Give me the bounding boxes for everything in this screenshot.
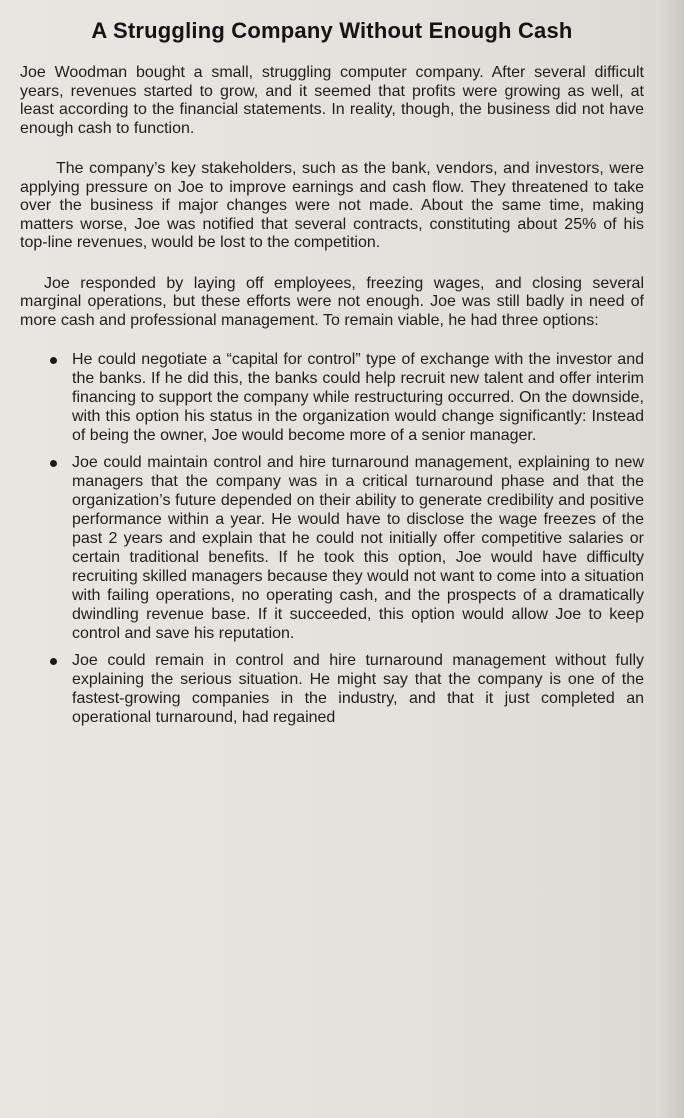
paragraph-3: Joe responded by laying off employees, freezing wages, and closing several marginal operations, but these efforts were not enough. Joe was still badly in need of more cash and professional management. To remain viable, he had three options: — [20, 274, 644, 329]
option-item-3 — [72, 651, 644, 727]
bullet-icon — [50, 658, 57, 665]
options-list — [20, 350, 644, 727]
paragraph-2: The company’s key stakeholders, such as the bank, vendors, and investors, were applying pressure on Joe to improve earnings and cash flow. They threatened to take over the business if major changes were not made. About the same time, making matters worse, Joe was notified that several contracts, constituting about 25% of his top-line revenues, would be lost to the competition. — [20, 160, 644, 251]
option-text-3: Joe could remain in control and hire turnaround management without fully explaining the serious situation. He might say that the company is one of the fastest-growing companies in the industry, and that it just completed an operational turnaround, had regained — [72, 652, 644, 726]
section-title: A Struggling Company Without Enough Cash — [91, 18, 573, 43]
bullet-icon — [50, 357, 57, 364]
bullet-icon — [50, 460, 57, 467]
option-item-1 — [72, 350, 644, 445]
paragraph-1: Joe Woodman bought a small, struggling computer company. After several difficult years, revenues started to grow, and it seemed that profits were growing as well, at least according to the financial statements. In reality, though, the business did not have enough cash to function. — [20, 64, 644, 137]
option-text-2: Joe could maintain control and hire turnaround management, explaining to new managers that the company was in a critical turnaround phase and that the organization’s future depended on their ability to generate credibility and positive performance within a year. He would have to disclose the wage freezes of the past 2 years and explain that he could not initially offer competitive salaries or certain traditional benefits. If he took this option, Joe would have difficulty recruiting skilled managers because they would not want to come into a situation with failing operations, no operating cash, and the prospects of a dramatically dwindling revenue base. If it succeeded, this option would allow Joe to keep control and save his reputation. — [72, 454, 644, 642]
option-item-2 — [72, 453, 644, 643]
page-edge-shadow — [658, 0, 684, 1118]
option-text-1: He could negotiate a “capital for control” type of exchange with the investor and the banks. If he did this, the banks could help recruit new talent and offer interim financing to support the company while restructuring occurred. On the downside, with this option his status in the organization would change significantly: Instead of being the owner, Joe would become more of a senior manager. — [72, 351, 644, 444]
